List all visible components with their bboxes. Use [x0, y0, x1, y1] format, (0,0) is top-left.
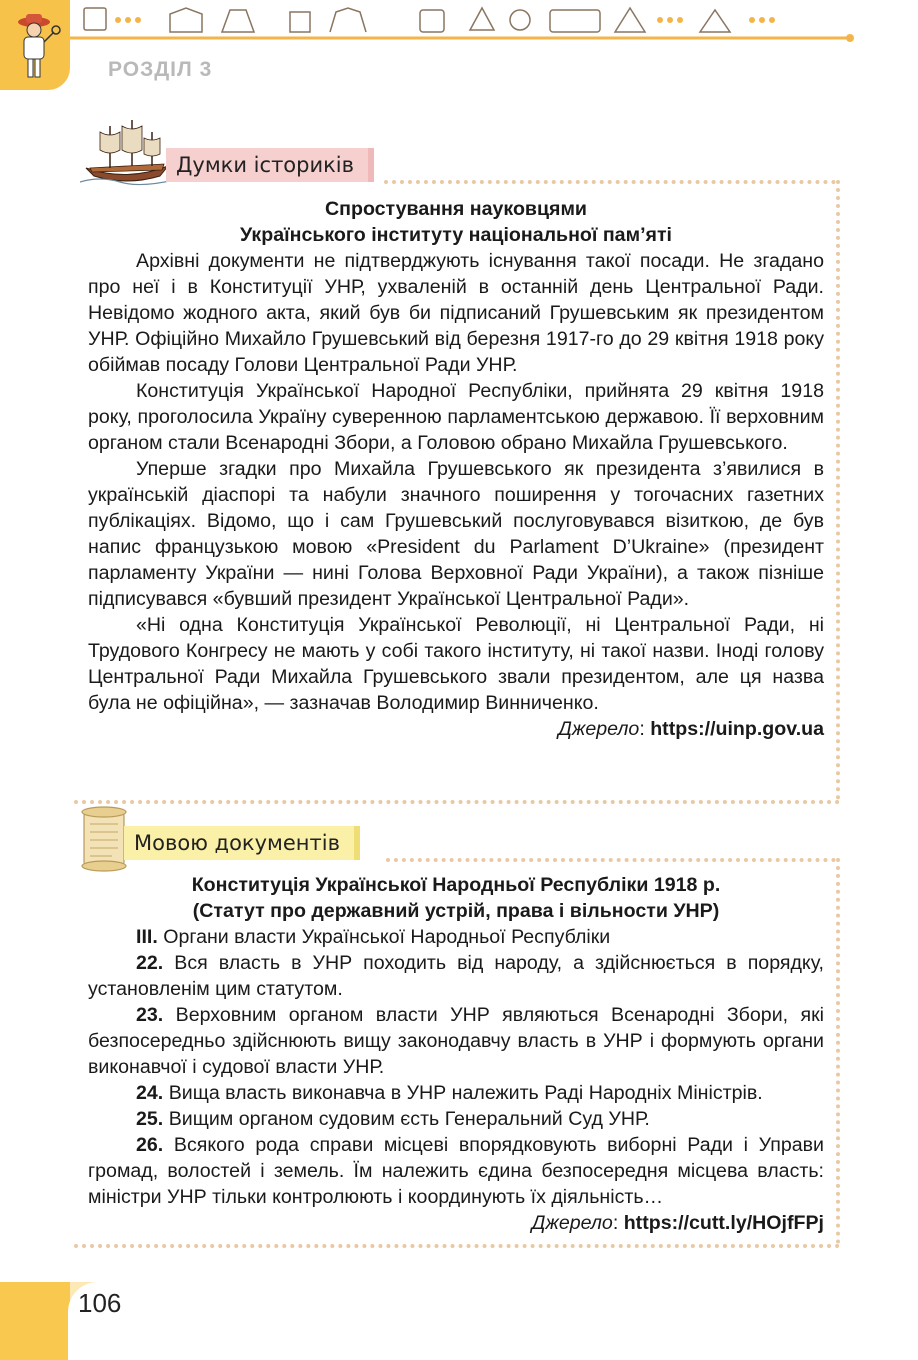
- article-text: Органи власти Української Народньої Республіки: [157, 926, 611, 948]
- article-text: Верховним органом власти УНР являються Всенародні Збори, які безпосередньо здійснюють вищу законодавчу власть в УНР і формують органи виконавчої і судової власти УНР.: [88, 1004, 824, 1078]
- source-label: Джерело: [558, 718, 640, 740]
- box-border-bottom: [74, 800, 840, 804]
- box-border-right: [836, 180, 840, 800]
- historians-text: [88, 196, 824, 742]
- historians-title-line2: Українського інституту національної пам’яті: [239, 224, 672, 246]
- article: [88, 1080, 824, 1106]
- article-number: 25.: [136, 1108, 164, 1130]
- decorative-header-band: [0, 0, 918, 46]
- article-number: 26.: [136, 1134, 164, 1156]
- documents-heading: Мовою документів: [124, 826, 360, 860]
- page-number: 106: [78, 1288, 122, 1318]
- historians-source: [88, 716, 824, 742]
- article-text: Вся власть в УНР походить від народу, а здійснюється в порядку, установленім цим статутом.: [88, 952, 824, 1000]
- article-number: 22.: [136, 952, 164, 974]
- footer-corner: [0, 1282, 70, 1360]
- historians-paragraph: «Ні одна Конституція Української Революції, ні Центральної Ради, ні Трудового Конгресу не мають у собі такого інституту, ні такої назви. Іноді голову Центральної Ради Михайла Грушевського звали президентом, але ця назва була не офіційна», — зазначав Володимир Винниченко.: [88, 614, 824, 714]
- article-number: 23.: [136, 1004, 164, 1026]
- article: [88, 1132, 824, 1210]
- article: [88, 950, 824, 1002]
- box-border-top: [386, 858, 836, 862]
- source-separator: :: [612, 1212, 624, 1234]
- explorer-figure-icon: [4, 8, 64, 84]
- box-border-top: [384, 180, 836, 184]
- documents-text: [88, 872, 824, 1236]
- documents-source: [88, 1210, 824, 1236]
- historians-heading: Думки істориків: [166, 148, 374, 182]
- historians-paragraph: Архівні документи не підтверджують існування такої посади. Не згадано про неї і в Конституції УНР, ухваленій в останній день Центральної Ради. Невідомо жодного акта, який був би підписаний Грушевським як президентом УНР. Офіційно Михайло Грушевський від березня 1917-го до 29 квітня 1918 року обіймав посаду Голови Центральної Ради УНР.: [88, 250, 824, 376]
- source-separator: :: [639, 718, 651, 740]
- source-label: Джерело: [531, 1212, 613, 1234]
- historians-paragraph: Конституція Української Народної Республіки, прийнята 29 квітня 1918 року, проголосила Україну суверенною парламентською державою. Її верховним органом стали Всенародні Збори, а Головою обрано Михайла Грушевського.: [88, 380, 824, 454]
- article-text: Вищим органом судовим єсть Генеральний Суд УНР.: [163, 1108, 650, 1130]
- article: [88, 1106, 824, 1132]
- article-number: 24.: [136, 1082, 164, 1104]
- article-text: Всякого рода справи місцеві впорядковують виборні Ради і Управи громад, волостей і земель. Їм належить єдина безпосередня місцева власть: міністри УНР тільки контролюють і координують їх діяльність…: [88, 1134, 824, 1208]
- box-border-right: [836, 858, 840, 1244]
- article-number: III.: [136, 926, 158, 948]
- footer-panel: [68, 1282, 918, 1360]
- source-link[interactable]: https://cutt.ly/HOjfFPj: [623, 1212, 824, 1234]
- box-border-bottom: [74, 1244, 840, 1248]
- historians-paragraph: Уперше згадки про Михайла Грушевського як президента з’явилися в українській діаспорі та набули значного поширення у тогочасних газетних публікаціях. Відомо, що і сам Грушевський послуговувався візиткою, де був напис французькою мовою «President du Parlament D’Ukraine» (президент парламенту України — нині Голова Верховної Ради України), а також пізніше підписувався «бувший президент Української Центральної Ради».: [88, 458, 824, 610]
- article: [88, 924, 824, 950]
- ship-icon: [80, 116, 174, 188]
- source-link[interactable]: https://uinp.gov.ua: [650, 718, 824, 740]
- section-label: РОЗДІЛ 3: [108, 58, 213, 81]
- documents-title-line2: (Статут про державний устрій, права і вільности УНР): [192, 900, 720, 922]
- historians-title-line1: Спростування науковцями: [325, 198, 587, 220]
- article: [88, 1002, 824, 1080]
- article-text: Вища власть виконавча в УНР належить Раді Народніх Міністрів.: [163, 1082, 763, 1104]
- documents-title-line1: Конституція Української Народньої Республіки 1918 р.: [191, 874, 721, 896]
